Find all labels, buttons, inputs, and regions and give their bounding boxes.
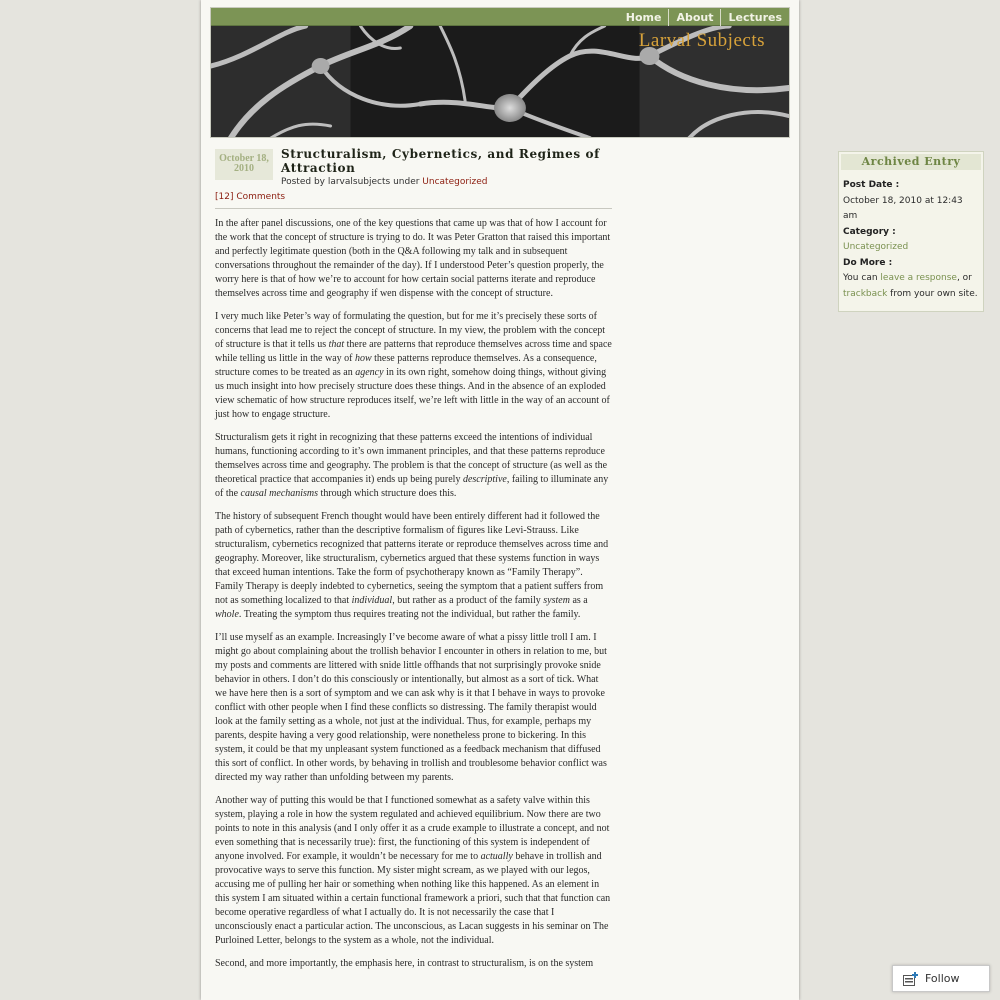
paragraph-text: as a	[569, 595, 588, 606]
emphasis-text: agency	[355, 367, 384, 378]
trackback-link[interactable]: trackback	[843, 288, 888, 299]
paragraph-text: The history of subsequent French thought would have been entirely different had it followed the path of cybernetics, rather than the descriptive formalism of figures like Levi-Strauss. Like structuralism, cybernetics recognized that patterns iterate or reproduce themselves across time and geography. Moreover, like structuralism, cybernetics argued that these systems function in ways that exceed human intentions. Take the form of psychotherapy known as “Family Therapy”. Family Therapy is deeply indebted to cybernetics, seeing the symptom that a patient suffers from not as something localized to that	[215, 511, 609, 606]
follow-label: Follow	[925, 972, 960, 985]
paragraph-text: In the after panel discussions, one of the key questions that came up was that of how I account for the work that the concept of structure is trying to do. It was Peter Gratton that raised this important and perfectly legitimate question (both in the Q&A following my talk and in subsequent conversations throughout the remainder of the day). If I understood Peter’s question properly, the worry here is that of how we’re to account for how certain social patterns iterate and reproduce themselves across time and geography if wen dispense with the concept of structure.	[215, 218, 611, 299]
do-more-label: Do More :	[843, 257, 893, 268]
do-more-mid: , or	[956, 273, 972, 283]
paragraph-text: there are patterns that reproduce themselves across time and space while telling us little in the way of	[215, 339, 612, 364]
paragraph-text: , but rather as a product of the family	[392, 595, 544, 606]
emphasis-text: whole	[215, 609, 239, 620]
emphasis-text: descriptive	[462, 474, 507, 485]
site-title[interactable]: Larval Subjects	[638, 30, 765, 51]
paragraph-text: I very much like Peter’s way of formulating the question, but for me it’s precisely these sorts of concerns that lead me to reject the concept of structure. In my view, the problem with the concept of structure is that it tells us	[215, 311, 606, 350]
paragraph-text: Another way of putting this would be that I functioned somewhat as a safety valve within this system, playing a role in how the system regulated and achieved equilibrium. Now there are two points to note in this analysis (and I only offer it as a crude example to illustrate a concept, and not even something that is necessarily true): first, the functioning of this system is independent of anyone involved. For example, it wouldn’t be necessary for me to	[215, 795, 610, 862]
paragraph-text: Second, and more importantly, the emphasis here, in contrast to structuralism, is on the system	[215, 958, 594, 969]
paragraph	[215, 794, 612, 948]
paragraph	[215, 217, 612, 301]
post-date-value: October 18, 2010 at 12:43 am	[843, 195, 963, 221]
paragraph-text: these patterns reproduce themselves. As a consequence, structure comes to be treated as an	[215, 353, 597, 378]
paragraph	[215, 631, 612, 785]
post-title[interactable]: Structuralism, Cybernetics, and Regimes of Attraction	[281, 147, 600, 175]
emphasis-text: causal mechanisms	[240, 488, 319, 499]
nav-lectures[interactable]: Lectures	[720, 9, 789, 26]
header	[210, 7, 790, 138]
paragraph	[215, 510, 612, 622]
paragraph	[215, 957, 612, 971]
widget-heading: Archived Entry	[841, 154, 981, 170]
sidebar-category-link[interactable]: Uncategorized	[843, 242, 909, 252]
archived-entry-widget	[838, 151, 984, 312]
follow-button[interactable]	[892, 965, 990, 992]
emphasis-text: individual	[351, 595, 393, 606]
byline-text: Posted by larvalsubjects under	[281, 177, 423, 187]
category-link[interactable]: Uncategorized	[422, 177, 488, 187]
paragraph-text: Structuralism gets it right in recognizing that these patterns exceed the intentions of individual humans, functioning according to it’s own immanent principles, and that these patterns reproduce themselves across time and geography. The problem is that the concept of structure (as well as the theoretical practice that accompanies it) ends up being purely	[215, 432, 608, 485]
paragraph-text: through which structure does this.	[318, 488, 457, 499]
paragraph-text: in its own right, somehow doing things, without giving us much insight into how precisely structure does these things. And in the absence of an exploded view schematic of how structure reproduces itself, we’re left with little in the way of an account of just how to engage structure.	[215, 367, 610, 420]
do-more-prefix: You can	[843, 273, 881, 283]
follow-icon	[903, 972, 919, 986]
post-date-badge: October 18, 2010	[215, 149, 273, 180]
top-nav	[211, 8, 789, 26]
page-container	[201, 0, 978, 1000]
paragraph-text: I’ll use myself as an example. Increasingly I’ve become aware of what a pissy little troll I am. I might go about complaining about the trollish behavior I encounter in others in relation to me, but my posts and comments are littered with snide little offhands that not surprisingly provoke snide behavior in others. I don’t do this consciously or intentionally, but almost as a sort of tick. What we have here then is a sort of symptom and we can ask why is it that I behave in ways to provoke conflict with other people when I find these conflicts so distressing. The family therapist would look at the family setting as a whole, not just at the individual. Thus, for example, perhaps my parents, despite having a very good relationship, were nonetheless prone to bickering. In this system, it could be that my unpleasant system functioned as a feedback mechanism that diffused this sort of conflict. In other words, by behaving in trollish and troublesome behavior conflict was directed my way rather than unfolding between my parents.	[215, 632, 607, 783]
nav-home[interactable]: Home	[625, 11, 662, 24]
post-byline	[281, 177, 488, 187]
post-date-label: Post Date :	[843, 180, 900, 190]
paragraph-text: behave in trollish and provocative ways to serve this function. My sister might scream, as we played with our legos, accusing me of pulling her hair or something when nothing like this happened. As an element in this system I am situated within a certain functional framework a priori, such that that function can become operative regardless of what I actually do. It is not necessarily the case that I unconsciously enact a particular action. The unconscious, as Lacan suggests in his seminar on The Purloined Letter, belongs to the system as a whole, not the individual.	[215, 851, 611, 946]
emphasis-text: actually	[480, 851, 513, 862]
emphasis-text: that	[328, 339, 345, 350]
do-more-suffix: from your own site.	[887, 288, 978, 299]
divider	[215, 208, 612, 209]
paragraph-text: . Treating the symptom thus requires treating not the individual, but rather the family.	[238, 609, 581, 620]
post-content	[215, 217, 612, 980]
comments-link[interactable]: [12] Comments	[215, 192, 286, 202]
leave-response-link[interactable]: leave a response	[880, 273, 957, 283]
paragraph	[215, 431, 612, 501]
emphasis-text: how	[354, 353, 372, 364]
emphasis-text: system	[543, 595, 570, 606]
paragraph	[215, 310, 612, 422]
category-label: Category :	[843, 226, 896, 237]
nav-about[interactable]: About	[668, 9, 720, 26]
paragraph-text: , failing to illuminate any of the	[215, 474, 609, 499]
do-more-text	[843, 271, 979, 302]
